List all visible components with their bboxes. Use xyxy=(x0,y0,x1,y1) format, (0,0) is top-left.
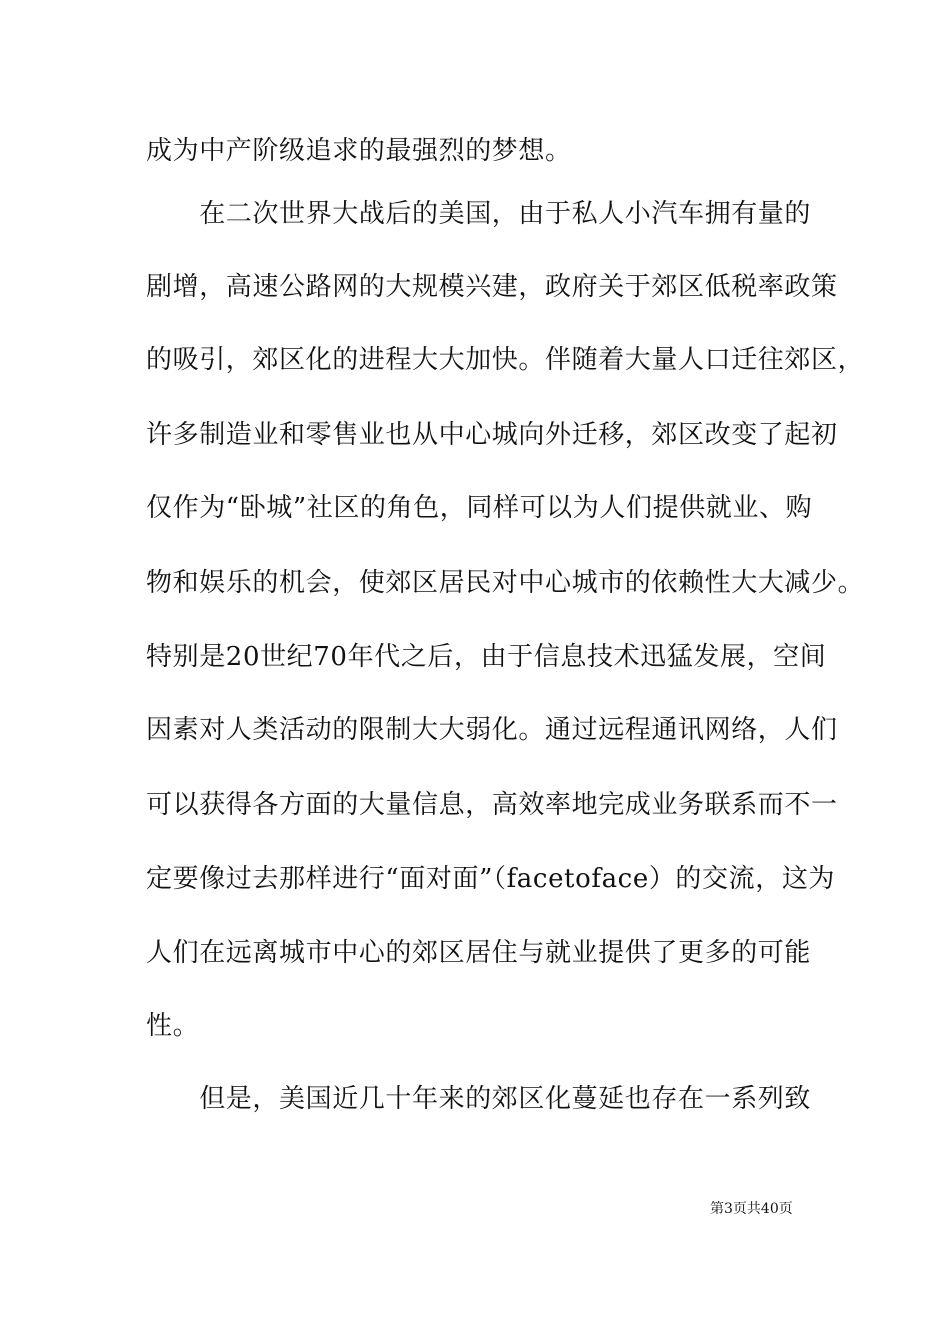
text-line: 但是，美国近几十年来的郊区化蔓延也存在一系列致 xyxy=(146,1084,812,1114)
text-line: 物和娱乐的机会，使郊区居民对中心城市的依赖性大大减少。 xyxy=(146,568,865,598)
text-line: 因素对人类活动的限制大大弱化。通过远程通讯网络，人们 xyxy=(146,715,838,745)
text-line: 人们在远离城市中心的郊区居住与就业提供了更多的可能 xyxy=(146,938,812,968)
text-line: 可以获得各方面的大量信息，高效率地完成业务联系而不一 xyxy=(146,790,838,820)
text-line: 性。 xyxy=(146,1011,200,1041)
text-line: 剧增，高速公路网的大规模兴建，政府关于郊区低税率政策 xyxy=(146,272,838,302)
page-number-footer: 第3页共40页 xyxy=(710,1201,793,1217)
text-line: 定要像过去那样进行“面对面”（facetoface）的交流，这为 xyxy=(146,864,836,894)
text-line: 成为中产阶级追求的最强烈的梦想。 xyxy=(146,136,572,166)
text-line: 特别是20世纪70年代之后，由于信息技术迅猛发展，空间 xyxy=(146,642,827,672)
text-line: 的吸引，郊区化的进程大大加快。伴随着大量人口迁往郊区， xyxy=(146,345,865,375)
text-line: 在二次世界大战后的美国，由于私人小汽车拥有量的 xyxy=(146,199,812,229)
text-line: 许多制造业和零售业也从中心城向外迁移，郊区改变了起初 xyxy=(146,420,838,450)
text-line: 仅作为“卧城”社区的角色，同样可以为人们提供就业、购 xyxy=(146,493,813,523)
